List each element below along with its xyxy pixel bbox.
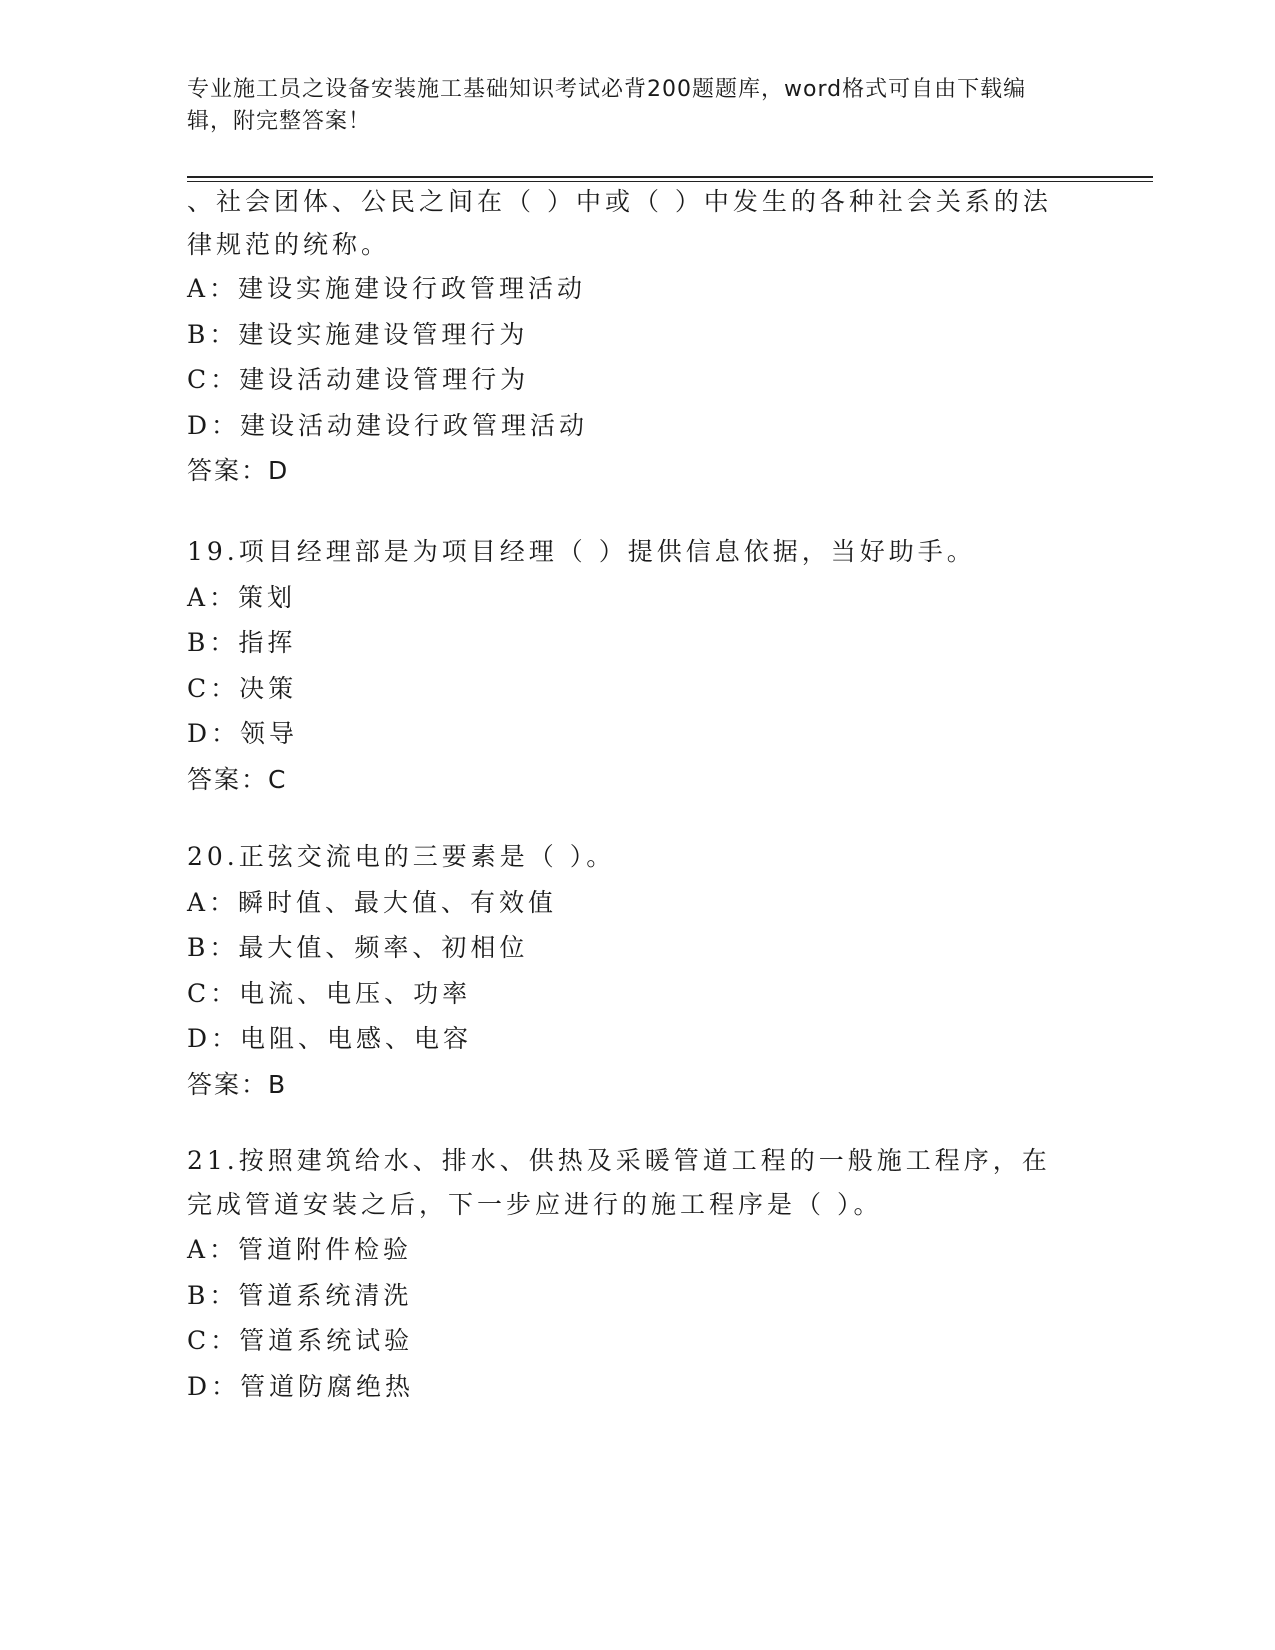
option-b: B：指挥	[187, 628, 297, 657]
question-21	[187, 1139, 1067, 1409]
question-stem: 21.按照建筑给水、排水、供热及采暖管道工程的一般施工程序，在完成管道安装之后，下一步应进行的施工程序是（ ）。	[187, 1146, 1051, 1219]
option-a: A：建设实施建设行政管理活动	[187, 274, 587, 303]
question-20	[187, 834, 1067, 1107]
option-b: B：建设实施建设管理行为	[187, 319, 529, 349]
question-19	[187, 529, 1067, 802]
answer-label: 答案：C	[187, 764, 288, 794]
option-b: B：最大值、频率、初相位	[187, 933, 529, 962]
option-c: C：决策	[187, 673, 298, 703]
question-stem: 19.项目经理部是为项目经理（ ）提供信息依据，当好助手。	[187, 537, 976, 566]
option-a: A：管道附件检验	[187, 1235, 413, 1264]
option-d: D：领导	[187, 719, 299, 748]
option-d: D：管道防腐绝热	[187, 1371, 415, 1401]
answer-label: 答案：B	[187, 1069, 288, 1099]
option-c: C：管道系统试验	[187, 1326, 414, 1355]
option-a: A：策划	[187, 582, 297, 612]
question-stem: 20.正弦交流电的三要素是（ ）。	[187, 842, 616, 871]
option-d: D：建设活动建设行政管理活动	[187, 410, 589, 440]
option-a: A：瞬时值、最大值、有效值	[187, 887, 558, 917]
answer-label: 答案：D	[187, 456, 290, 485]
document-header-title: 专业施工员之设备安装施工基础知识考试必背200题题库，word格式可自由下载编辑，附完整答案！	[187, 77, 1027, 134]
option-c: C：建设活动建设管理行为	[187, 365, 530, 394]
question-18	[187, 180, 1067, 494]
option-b: B：管道系统清洗	[187, 1280, 413, 1310]
option-d: D：电阻、电感、电容	[187, 1024, 473, 1053]
question-stem-continuation: 、社会团体、公民之间在（ ）中或（ ）中发生的各种社会关系的法律规范的统称。	[187, 187, 1052, 259]
option-c: C：电流、电压、功率	[187, 978, 472, 1008]
